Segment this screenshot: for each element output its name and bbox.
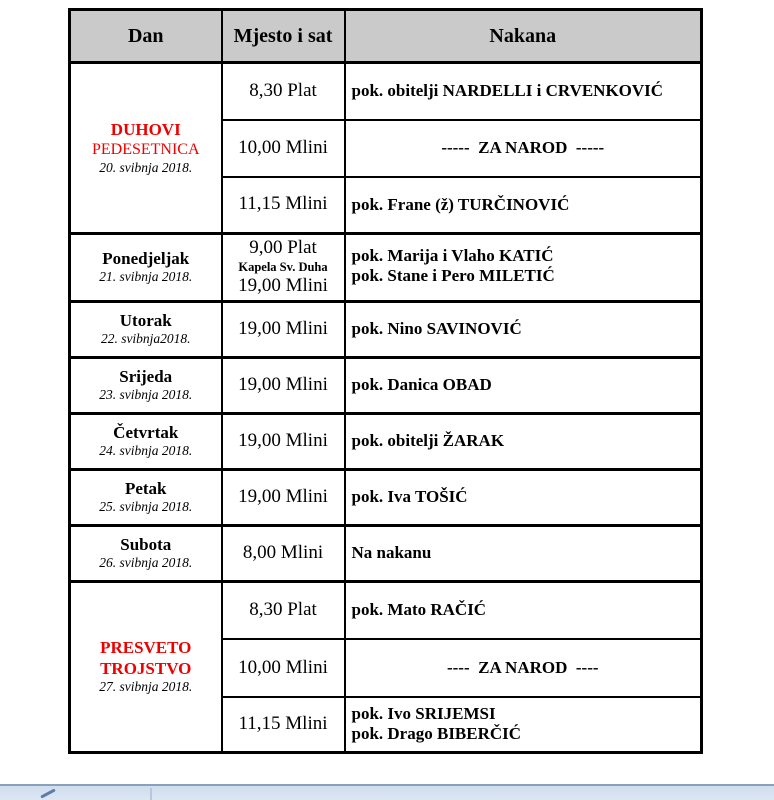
time-line: 9,00 Plat bbox=[249, 237, 317, 258]
day-title: Subota bbox=[120, 535, 172, 555]
day-date: 21. svibnja 2018. bbox=[99, 269, 193, 285]
time-cell: 11,15 Mlini bbox=[222, 697, 345, 752]
column-header-place-time: Mjesto i sat bbox=[222, 10, 345, 63]
time-line-small: Kapela Sv. Duha bbox=[238, 259, 328, 274]
intention-cell: Na nakanu bbox=[345, 525, 702, 581]
intention-cell: pok. Mato RAČIĆ bbox=[345, 581, 702, 639]
intention-cell: pok. Iva TOŠIĆ bbox=[345, 469, 702, 525]
column-header-day: Dan bbox=[70, 10, 222, 63]
intention-cell: pok. Frane (ž) TURČINOVIĆ bbox=[345, 177, 702, 234]
intention-cell: pok. Nino SAVINOVIĆ bbox=[345, 301, 702, 357]
day-title: Petak bbox=[124, 479, 167, 499]
intention-cell: pok. obitelji NARDELLI i CRVENKOVIĆ bbox=[345, 63, 702, 120]
intention-cell bbox=[345, 697, 702, 752]
time-cell: 19,00 Mlini bbox=[222, 469, 345, 525]
day-cell bbox=[70, 63, 222, 234]
day-title: PRESVETO bbox=[100, 637, 192, 657]
time-cell: 19,00 Mlini bbox=[222, 301, 345, 357]
time-line: 19,00 Mlini bbox=[238, 274, 328, 296]
day-date: 20. svibnja 2018. bbox=[99, 160, 193, 176]
time-cell: 19,00 Mlini bbox=[222, 357, 345, 413]
intention-cell: ----- ZA NAROD ----- bbox=[345, 120, 702, 177]
intention-line: pok. Stane i Pero MILETIĆ bbox=[351, 266, 555, 286]
intention-cell: pok. Danica OBAD bbox=[345, 357, 702, 413]
status-bar-divider bbox=[150, 788, 152, 800]
column-header-intention: Nakana bbox=[345, 10, 702, 63]
pencil-icon[interactable] bbox=[40, 788, 56, 798]
day-cell bbox=[70, 301, 222, 357]
time-cell: 11,15 Mlini bbox=[222, 177, 345, 234]
mass-schedule-table bbox=[68, 8, 703, 754]
day-subtitle: PEDESETNICA bbox=[91, 141, 200, 159]
day-cell bbox=[70, 413, 222, 469]
day-title: Srijeda bbox=[119, 367, 173, 387]
time-cell: 10,00 Mlini bbox=[222, 120, 345, 177]
intention-line: pok. Ivo SRIJEMSI bbox=[351, 704, 496, 724]
day-title: DUHOVI bbox=[110, 119, 181, 139]
time-cell: 19,00 Mlini bbox=[222, 413, 345, 469]
day-cell bbox=[70, 357, 222, 413]
time-cell: 10,00 Mlini bbox=[222, 639, 345, 697]
day-title: Utorak bbox=[119, 311, 172, 331]
intention-line: pok. Marija i Vlaho KATIĆ bbox=[351, 246, 554, 266]
time-cell: 8,30 Plat bbox=[222, 581, 345, 639]
intention-cell: ---- ZA NAROD ---- bbox=[345, 639, 702, 697]
day-title: Ponedjeljak bbox=[102, 249, 190, 269]
day-cell bbox=[70, 581, 222, 752]
day-title: Četvrtak bbox=[113, 423, 179, 443]
intention-cell bbox=[345, 234, 702, 302]
day-date: 23. svibnja 2018. bbox=[99, 387, 193, 403]
time-cell: 8,30 Plat bbox=[222, 63, 345, 120]
day-date: 26. svibnja 2018. bbox=[99, 555, 193, 571]
time-cell: 8,00 Mlini bbox=[222, 525, 345, 581]
day-cell bbox=[70, 525, 222, 581]
day-date: 27. svibnja 2018. bbox=[99, 679, 193, 695]
day-subtitle: TROJSTVO bbox=[100, 659, 192, 679]
intention-cell: pok. obitelji ŽARAK bbox=[345, 413, 702, 469]
time-cell bbox=[222, 234, 345, 302]
day-cell bbox=[70, 469, 222, 525]
day-date: 25. svibnja 2018. bbox=[99, 499, 193, 515]
day-date: 24. svibnja 2018. bbox=[99, 443, 193, 459]
day-cell bbox=[70, 234, 222, 302]
intention-line: pok. Drago BIBERČIĆ bbox=[351, 724, 522, 744]
day-date: 22. svibnja2018. bbox=[100, 331, 191, 347]
